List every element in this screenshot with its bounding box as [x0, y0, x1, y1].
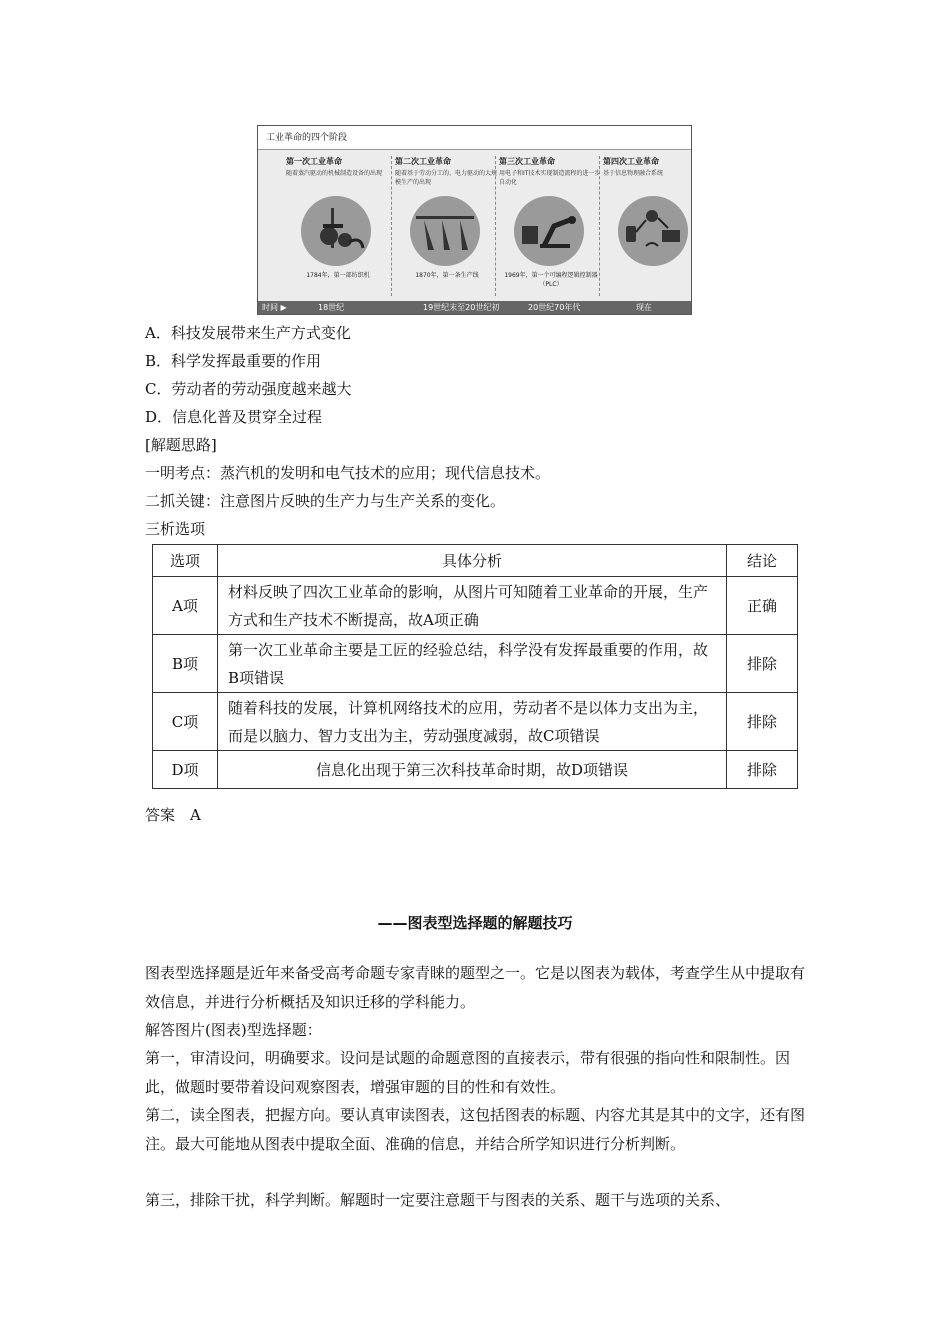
- section-heading: ——图表型选择题的解题技巧: [377, 914, 573, 932]
- table-header-row: [153, 545, 798, 577]
- solution-header: [解题思路]: [145, 436, 217, 454]
- industrial-revolution-figure: [257, 125, 692, 315]
- row-option: C项: [153, 693, 218, 751]
- stage-caption: 1870年，第一条生产线: [415, 272, 479, 279]
- row-analysis: 信息化出现于第三次科技革命时期，故D项错误: [218, 751, 727, 789]
- row-result: 排除: [727, 635, 798, 693]
- row-analysis: 第一次工业革命主要是工匠的经验总结，科学没有发挥最重要的作用，故B项错误: [218, 635, 727, 693]
- row-option: B项: [153, 635, 218, 693]
- timeline-bar: [258, 301, 691, 314]
- stage-desc: 用电子和IT技术实现制造流程的进一步自动化: [499, 170, 601, 186]
- stage-title: 第四次工业革命: [603, 157, 659, 166]
- paragraph-method: 解答图片(图表)型选择题：: [145, 1021, 322, 1039]
- timeline-mark: 18世纪: [318, 303, 345, 312]
- analysis-table: [152, 544, 798, 789]
- stage-divider: [599, 156, 600, 296]
- stage-1: [286, 156, 390, 296]
- timeline-mark: 现在: [636, 303, 652, 312]
- stage-title: 第三次工业革命: [499, 157, 555, 166]
- header-analysis: 具体分析: [218, 545, 727, 577]
- row-analysis: 随着科技的发展，计算机网络技术的应用，劳动者不是以体力支出为主，而是以脑力、智力支出为主，劳动强度减弱，故C项错误: [218, 693, 727, 751]
- header-option: 选项: [153, 545, 218, 577]
- option-c: C．劳动者的劳动强度越来越大: [145, 380, 352, 398]
- stage-3: [499, 156, 603, 296]
- spinning-machine-icon: [301, 196, 371, 266]
- stage-title: 第一次工业革命: [286, 157, 342, 166]
- stage-caption: 1969年，第一个可编程逻辑控制器（PLC）: [504, 272, 598, 288]
- paragraph-second: 第二，读全图表，把握方向。要认真审读图表，这包括图表的标题、内容尤其是其中的文字，还有图注。最大可能地从图表中提取全面、准确的信息，并结合所学知识进行分析判断。: [145, 1106, 806, 1153]
- answer: 答案 A: [145, 806, 201, 824]
- solution-step-2: 二抓关键：注意图片反映的生产力与生产关系的变化。: [145, 492, 506, 510]
- header-result: 结论: [727, 545, 798, 577]
- row-result: 排除: [727, 751, 798, 789]
- timeline-label: 时间 ▶: [262, 303, 287, 312]
- stage-desc: 随着蒸汽驱动的机械制造设备的出现: [286, 170, 383, 177]
- stage-desc: 基于信息物理融合系统: [603, 170, 664, 177]
- stage-desc: 随着基于劳动分工的、电力驱动的大规模生产的出现: [395, 170, 498, 186]
- table-row: [153, 635, 798, 693]
- option-a: A．科技发展带来生产方式变化: [145, 324, 351, 342]
- production-line-icon: [410, 196, 480, 266]
- figure-title: 工业革命的四个阶段: [258, 126, 691, 150]
- row-option: A项: [153, 577, 218, 635]
- row-result: 排除: [727, 693, 798, 751]
- row-analysis: 材料反映了四次工业革命的影响，从图片可知随着工业革命的开展，生产方式和生产技术不断提高，故A项正确: [218, 577, 727, 635]
- network-devices-icon: [618, 196, 688, 266]
- option-b: B．科学发挥最重要的作用: [145, 352, 322, 370]
- stage-caption: 1784年，第一部纺织机: [306, 272, 370, 279]
- solution-step-1: 一明考点：蒸汽机的发明和电气技术的应用；现代信息技术。: [145, 464, 551, 482]
- stage-title: 第二次工业革命: [395, 157, 451, 166]
- paragraph-third: 第三，排除干扰，科学判断。解题时一定要注意题干与图表的关系、题干与选项的关系、: [145, 1191, 731, 1209]
- timeline-mark: 19世纪末至20世纪初: [423, 303, 500, 312]
- table-row: [153, 577, 798, 635]
- stage-4: [603, 156, 692, 296]
- timeline-mark: 20世纪70年代: [528, 303, 581, 312]
- table-row: [153, 693, 798, 751]
- robot-arm-icon: [514, 196, 584, 266]
- row-option: D项: [153, 751, 218, 789]
- paragraph-intro: 图表型选择题是近年来备受高考命题专家青睐的题型之一。它是以图表为载体，考查学生从中提取有效信息，并进行分析概括及知识迁移的学科能力。: [145, 964, 806, 1011]
- row-result: 正确: [727, 577, 798, 635]
- table-row: [153, 751, 798, 789]
- stage-divider: [391, 156, 392, 296]
- stage-divider: [495, 156, 496, 296]
- solution-step-3: 三析选项: [145, 520, 206, 538]
- option-d: D．信息化普及贯穿全过程: [145, 408, 323, 426]
- paragraph-first: 第一，审清设问，明确要求。设问是试题的命题意图的直接表示，带有很强的指向性和限制性。因此，做题时要带着设问观察图表，增强审题的目的性和有效性。: [145, 1049, 791, 1096]
- stage-2: [395, 156, 499, 296]
